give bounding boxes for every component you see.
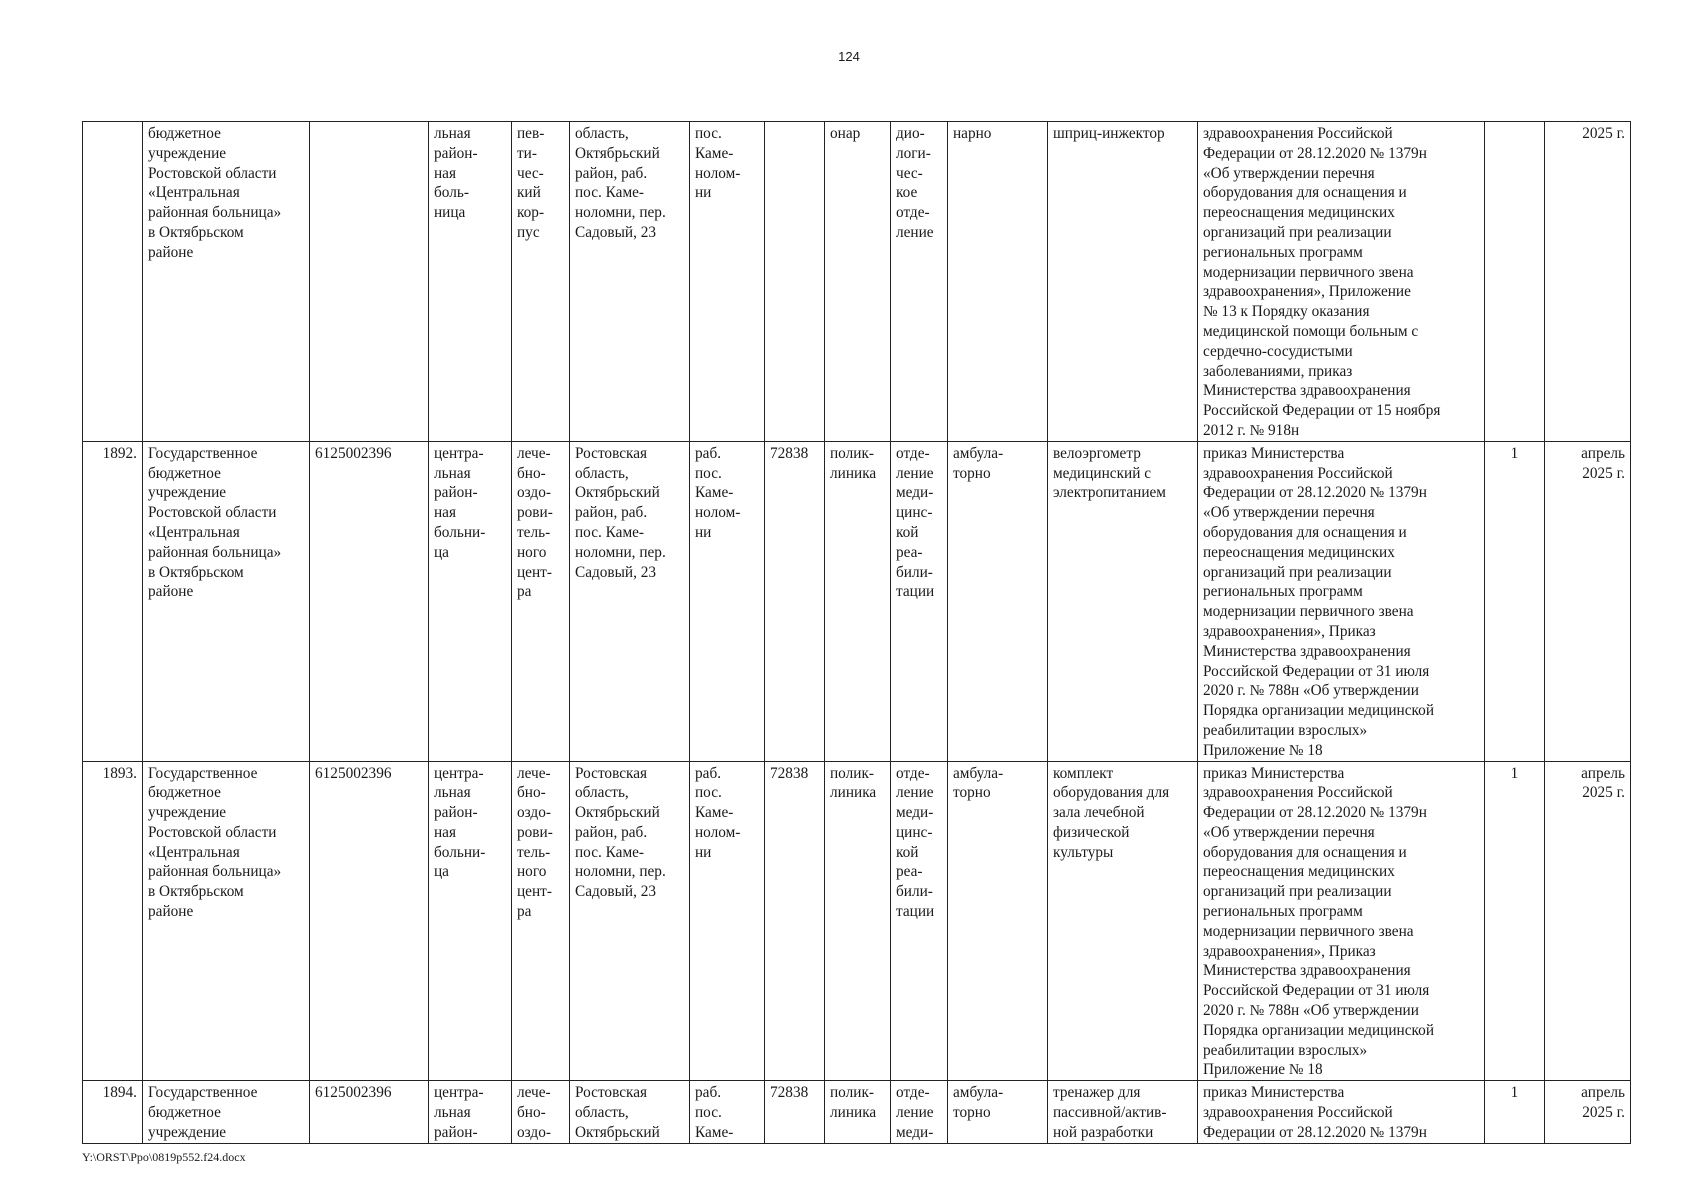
cell-oktmo: 72838 [765, 1081, 825, 1143]
table-row [83, 1081, 1631, 1143]
cell-care-mode: амбула- торно [948, 441, 1048, 761]
cell-quantity: 1 [1485, 1081, 1545, 1143]
cell-organization: бюджетное учреждение Ростовской области «Центральная районная больница» в Октябрьском районе [143, 122, 310, 442]
cell-department: отде- ление меди- цинс- кой реа- били- тации [891, 441, 948, 761]
cell-legal-basis: приказ Министерства здравоохранения Российской Федерации от 28.12.2020 № 1379н «Об утверждении перечня оборудования для оснащения и переоснащения медицинских организаций при реализации региональных программ модернизации первичного звена здравоохранения», Приказ Министерства здравоохранения Российской Федерации от 31 июля 2020 г. № 788н «Об утверждении Порядка организации медицинской реабилитации взрослых» Приложение № 18 [1198, 761, 1485, 1081]
cell-organization: Государственное бюджетное учреждение [143, 1081, 310, 1143]
cell-address: Ростовская область, Октябрьский район, раб. пос. Каме- ноломни, пер. Садовый, 23 [570, 761, 690, 1081]
equipment-table [82, 121, 1631, 1144]
table-row [83, 441, 1631, 761]
cell-equipment: комплект оборудования для зала лечебной физической культуры [1048, 761, 1198, 1081]
cell-quantity: 1 [1485, 441, 1545, 761]
table-row [83, 761, 1631, 1081]
cell-department: отде- ление меди- [891, 1081, 948, 1143]
cell-settlement: раб. пос. Каме- нолом- ни [690, 441, 765, 761]
cell-department: отде- ление меди- цинс- кой реа- били- тации [891, 761, 948, 1081]
cell-unit: онар [825, 122, 891, 442]
cell-number [83, 122, 143, 442]
cell-department: дио- логи- чес- кое отде- ление [891, 122, 948, 442]
file-path-footer: Y:\ORST\Ppo\0819p552.f24.docx [82, 1150, 246, 1164]
cell-settlement: пос. Каме- нолом- ни [690, 122, 765, 442]
cell-equipment: тренажер для пассивной/актив- ной разработки [1048, 1081, 1198, 1143]
cell-quantity [1485, 122, 1545, 442]
cell-building: лече- бно- оздо- [512, 1081, 570, 1143]
cell-date: апрель 2025 г. [1545, 1081, 1631, 1143]
cell-inn: 6125002396 [310, 441, 429, 761]
cell-equipment: шприц-инжектор [1048, 122, 1198, 442]
cell-facility-type: льная район- ная боль- ница [429, 122, 512, 442]
cell-care-mode: амбула- торно [948, 1081, 1048, 1143]
cell-facility-type: центра- льная район- ная больни- ца [429, 441, 512, 761]
cell-inn: 6125002396 [310, 1081, 429, 1143]
cell-legal-basis: приказ Министерства здравоохранения Российской Федерации от 28.12.2020 № 1379н [1198, 1081, 1485, 1143]
cell-number: 1894. [83, 1081, 143, 1143]
cell-inn: 6125002396 [310, 761, 429, 1081]
cell-inn [310, 122, 429, 442]
cell-address: Ростовская область, Октябрьский [570, 1081, 690, 1143]
cell-oktmo: 72838 [765, 761, 825, 1081]
cell-facility-type: центра- льная район- [429, 1081, 512, 1143]
cell-care-mode: амбула- торно [948, 761, 1048, 1081]
cell-address: область, Октябрьский район, раб. пос. Каме- ноломни, пер. Садовый, 23 [570, 122, 690, 442]
cell-care-mode: нарно [948, 122, 1048, 442]
cell-organization: Государственное бюджетное учреждение Ростовской области «Центральная районная больница» в Октябрьском районе [143, 441, 310, 761]
cell-building: лече- бно- оздо- рови- тель- ного цент- ра [512, 441, 570, 761]
cell-equipment: велоэргометр медицинский с электропитанием [1048, 441, 1198, 761]
cell-oktmo: 72838 [765, 441, 825, 761]
cell-unit: полик- линика [825, 1081, 891, 1143]
cell-unit: полик- линика [825, 441, 891, 761]
cell-settlement: раб. пос. Каме- нолом- ни [690, 761, 765, 1081]
cell-date: 2025 г. [1545, 122, 1631, 442]
cell-date: апрель 2025 г. [1545, 441, 1631, 761]
cell-date: апрель 2025 г. [1545, 761, 1631, 1081]
cell-building: пев- ти- чес- кий кор- пус [512, 122, 570, 442]
cell-number: 1893. [83, 761, 143, 1081]
cell-quantity: 1 [1485, 761, 1545, 1081]
cell-organization: Государственное бюджетное учреждение Ростовской области «Центральная районная больница» в Октябрьском районе [143, 761, 310, 1081]
cell-number: 1892. [83, 441, 143, 761]
table-row [83, 122, 1631, 442]
page-number: 124 [838, 49, 860, 64]
cell-legal-basis: приказ Министерства здравоохранения Российской Федерации от 28.12.2020 № 1379н «Об утверждении перечня оборудования для оснащения и переоснащения медицинских организаций при реализации региональных программ модернизации первичного звена здравоохранения», Приказ Министерства здравоохранения Российской Федерации от 31 июля 2020 г. № 788н «Об утверждении Порядка организации медицинской реабилитации взрослых» Приложение № 18 [1198, 441, 1485, 761]
cell-oktmo [765, 122, 825, 442]
cell-building: лече- бно- оздо- рови- тель- ного цент- ра [512, 761, 570, 1081]
cell-settlement: раб. пос. Каме- [690, 1081, 765, 1143]
cell-legal-basis: здравоохранения Российской Федерации от 28.12.2020 № 1379н «Об утверждении перечня оборудования для оснащения и переоснащения медицинских организаций при реализации региональных программ модернизации первичного звена здравоохранения», Приложение № 13 к Порядку оказания медицинской помощи больным с сердечно-сосудистыми заболеваниями, приказ Министерства здравоохранения Российской Федерации от 15 ноября 2012 г. № 918н [1198, 122, 1485, 442]
cell-address: Ростовская область, Октябрьский район, раб. пос. Каме- ноломни, пер. Садовый, 23 [570, 441, 690, 761]
cell-unit: полик- линика [825, 761, 891, 1081]
cell-facility-type: центра- льная район- ная больни- ца [429, 761, 512, 1081]
